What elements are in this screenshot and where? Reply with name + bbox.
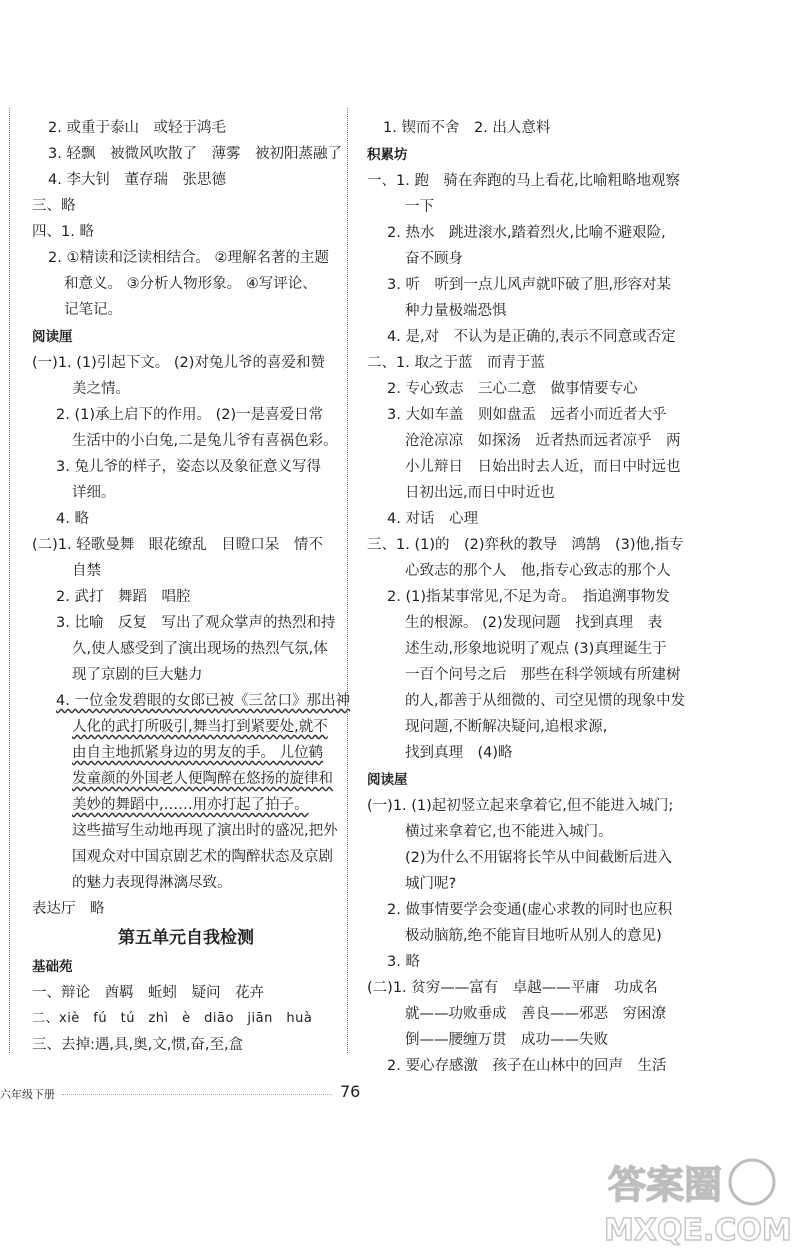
answer-line: 这些描写生动地再现了演出时的盛况,把外 xyxy=(72,823,338,839)
answer-line: 日初出远,而日中时近也 xyxy=(405,485,555,501)
answer-line: 找到真理 (4)略 xyxy=(405,745,513,761)
answer-line: 表达厅 略 xyxy=(32,901,105,917)
answer-line: 奋不顾身 xyxy=(405,251,463,267)
answer-line: 3. 听 听到一点儿风声就吓破了胆,形容对某 xyxy=(387,277,672,293)
answer-line: 3. 兔儿爷的样子，姿态以及象征意义写得 xyxy=(56,459,321,475)
answer-line: 三、去掉:遇,具,奥,文,惯,奋,至,盒 xyxy=(32,1037,244,1053)
answer-line: 3. 比喻 反复 写出了观众掌声的热烈和持 xyxy=(56,615,336,631)
watermark-circle xyxy=(730,1160,774,1204)
left-margin-dotted-rule xyxy=(9,108,10,1053)
section-heading-reading-house: 阅读屋 xyxy=(367,772,408,788)
answer-line-underlined: 人化的武打所吸引,舞当打到紧要处,就不 xyxy=(72,719,328,735)
answer-line-underlined: 由自主地抓紧身边的男友的手。 儿位鹤 xyxy=(72,745,324,761)
answer-line: 2. (1)指某事常见,不足为奇。 指追溯事物发 xyxy=(387,589,670,605)
answer-line: 2. 武打 舞蹈 唱腔 xyxy=(56,589,191,605)
answer-line-underlined: 美妙的舞蹈中,……用亦打起了拍子。 xyxy=(72,797,309,813)
section-heading-reading: 阅读厘 xyxy=(32,329,73,345)
answer-line: (二)1. 贫穷——富有 卓越——平庸 功成名 xyxy=(367,980,658,996)
answer-line: 3. 略 xyxy=(387,954,420,970)
page-number: 76 xyxy=(340,1082,361,1101)
answer-line: 三、略 xyxy=(32,198,76,214)
answer-line: 极动脑筋,绝不能盲目地听从别人的意见) xyxy=(405,928,662,944)
answer-line: 述生动,形象地说明了观点 (3)真理诞生于 xyxy=(405,641,667,657)
answer-line: 2. ①精读和泛读相结合。 ②理解名著的主题 xyxy=(48,250,330,266)
answer-line: 久,使人感受到了演出现场的热烈气氛,体 xyxy=(72,641,328,657)
answer-line: 2. 热水 跳进滚水,踏着烈火,比喻不避艰险, xyxy=(387,225,666,241)
watermark-main-text: 答案圈 xyxy=(608,1163,723,1207)
answer-line: 种力量极端恐惧 xyxy=(405,303,507,319)
answer-line: 美之情。 xyxy=(72,381,130,397)
answer-line-underlined: 4. 一位金发碧眼的女郎已被《三岔口》那出神 xyxy=(56,693,350,709)
answer-line: 一、1. 跑 骑在奔跑的马上看花,比喻粗略地观察 xyxy=(367,173,681,189)
answer-line: 的人,都善于从细微的、司空见惯的现象中发 xyxy=(405,693,686,709)
answer-line: 现问题,不断解决疑问,追根求源, xyxy=(405,719,608,735)
answer-line: 4. 略 xyxy=(56,511,89,527)
answer-line: 国观众对中国京剧艺术的陶醉状态及京剧 xyxy=(72,849,333,865)
answer-line: 4. 是,对 不认为是正确的,表示不同意或否定 xyxy=(387,329,676,345)
answer-line-underlined: 发童颜的外国老人便陶醉在悠扬的旋律和 xyxy=(72,771,333,787)
answer-line: 3. 大如车盖 则如盘盂 远者小而近者大乎 xyxy=(387,407,667,423)
answer-line: 心致志的那个人 他,指专心致志的那个人 xyxy=(405,563,671,579)
answer-line: 3. 轻飘 被微风吹散了 薄雾 被初阳蒸融了 xyxy=(48,146,342,162)
answer-line: 一、辩论 酋羁 蚯蚓 疑问 花卉 xyxy=(32,985,264,1001)
answer-line: 的魅力表现得淋漓尽致。 xyxy=(72,875,232,891)
footer-dotted-rule xyxy=(62,1094,332,1095)
column-divider-dotted-rule xyxy=(347,108,348,1053)
watermark-graphic xyxy=(592,1150,792,1250)
answer-line: 和意义。 ③分析人物形象。 ④写评论、 xyxy=(64,276,317,292)
answer-line: (2)为什么不用锯将长竿从中间截断后进入 xyxy=(405,850,673,866)
answer-line: (一)1. (1)引起下文。 (2)对兔儿爷的喜爱和赞 xyxy=(32,355,325,371)
answer-line: 生活中的小白兔,二是兔儿爷有喜祸色彩。 xyxy=(72,433,338,449)
answer-line: 生的根源。 (2)发现问题 找到真理 表 xyxy=(405,615,663,631)
answer-line: 4. 对话 心理 xyxy=(387,511,478,527)
answer-line: 现了京剧的巨大魅力 xyxy=(72,667,203,683)
watermark-url-text: MXQE.COM xyxy=(604,1213,792,1248)
answer-line: 就——功败垂成 善良——邪恶 穷困潦 xyxy=(405,1006,666,1022)
answer-line: 2. 或重于泰山 或轻于鸿毛 xyxy=(48,120,226,136)
answer-line: 记笔记。 xyxy=(64,302,122,318)
answer-line: (一)1. (1)起初竖立起来拿着它,但不能进入城门; xyxy=(367,798,674,814)
answer-line: 2. 做事情要学会变通(虚心求教的同时也应积 xyxy=(387,902,673,918)
section-heading-basics: 基础苑 xyxy=(32,959,73,975)
answer-line: 2. 要心存感激 孩子在山林中的回声 生活 xyxy=(387,1058,667,1074)
answer-line: 横过来拿着它,也不能进入城门。 xyxy=(405,824,613,840)
answer-line: 二、1. 取之于蓝 而青于蓝 xyxy=(367,355,545,371)
answer-line: 小儿辩日 日始出时去人近，而日中时远也 xyxy=(405,459,681,475)
answer-line: 自禁 xyxy=(72,563,101,579)
answer-line: 1. 锲而不舍 2. 出人意料 xyxy=(383,120,551,136)
answer-line: 三、1. (1)的 (2)弈秋的教导 鸿鹄 (3)他,指专 xyxy=(367,537,684,553)
watermark-logo xyxy=(592,1150,792,1254)
answer-line: 一百个问号之后 那些在科学领域有所建树 xyxy=(405,667,681,683)
answer-line: 详细。 xyxy=(72,485,116,501)
section-heading-accumulation: 积累坊 xyxy=(367,147,408,163)
answer-line: 倒——腰缠万贯 成功——失败 xyxy=(405,1032,608,1048)
pinyin-answer-line: 二、xiè fú tú zhì è diāo jiān huà xyxy=(32,1011,313,1026)
answer-line: 城门呢? xyxy=(405,876,457,892)
answer-line: 4. 李大钊 董存瑞 张思德 xyxy=(48,172,226,188)
answer-line: 一下 xyxy=(405,199,434,215)
answer-line: 四、1. 略 xyxy=(32,224,94,240)
unit-test-title: 第五单元自我检测 xyxy=(118,928,254,948)
answer-line: 2. 专心致志 三心二意 做事情要专心 xyxy=(387,381,638,397)
answer-line: (二)1. 轻歌曼舞 眼花缭乱 目瞪口呆 情不 xyxy=(32,537,323,553)
answer-line: 沧沧凉凉 如探汤 近者热而远者凉乎 两 xyxy=(405,433,681,449)
footer-grade-label: 六年级下册 xyxy=(0,1088,55,1101)
answer-line: 2. (1)承上启下的作用。 (2)一是喜爱日常 xyxy=(56,407,324,423)
